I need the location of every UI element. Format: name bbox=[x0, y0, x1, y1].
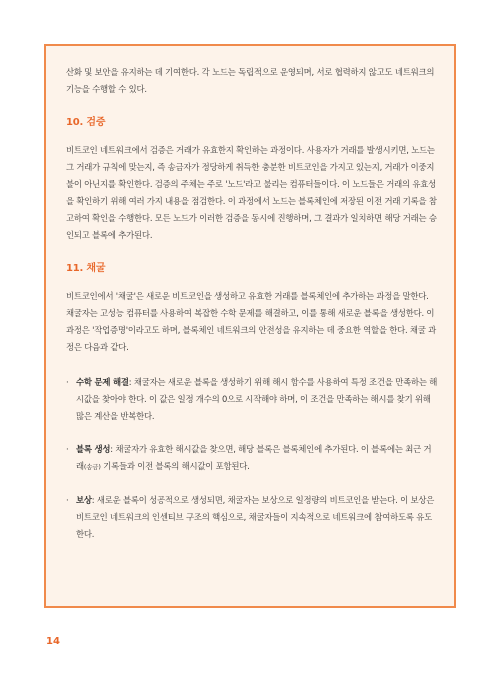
bullet-text: : 채굴자는 새로운 블록을 생성하기 위해 해시 함수를 사용하여 특정 조건을 만족하는 해시값을 찾아야 한다. 이 값은 일정 개수의 0으로 시작해야 하며, 이 조건을 만족하는 해시를 찾기 위해 많은 계산을 반복한다. bbox=[76, 377, 438, 421]
bullet-term: 블록 생성 bbox=[76, 444, 111, 454]
bullet-text: : 채굴자가 유효한 해시값을 찾으면, 해당 블록은 블록체인에 추가된다. 이 블록에는 최근 거래 bbox=[76, 444, 432, 471]
bullet-dot-icon: · bbox=[66, 444, 69, 454]
page-number: 14 bbox=[46, 636, 60, 647]
bullet-text: : 새로운 블록이 성공적으로 생성되면, 채굴자는 보상으로 일정량의 비트코인을 받는다. 이 보상은 비트코인 네트워크의 인센티브 구조의 핵심으로, 채굴자들이 지속적으로 네트워크에 참여하도록 유도한다. bbox=[76, 495, 435, 539]
list-item bbox=[66, 441, 438, 476]
bullet-term: 수학 문제 해결 bbox=[76, 377, 129, 387]
bullet-dot-icon: · bbox=[66, 377, 69, 387]
list-item bbox=[66, 374, 438, 425]
section-11-paragraph: 비트코인에서 '채굴'은 새로운 비트코인을 생성하고 유효한 거래를 블록체인에 추가하는 과정을 말한다. 채굴자는 고성능 컴퓨터를 사용하여 복잡한 수학 문제를 해결하고, 이를 통해 새로운 블록을 생성한다. 이 과정은 '작업증명'이라고도 하며, 블록체인 네트워크의 안전성을 유지하는 데 중요한 역할을 한다. 채굴 과정은 다음과 같다. bbox=[66, 291, 437, 352]
list-item bbox=[66, 492, 438, 543]
section-10-heading: 10. 검증 bbox=[66, 117, 106, 128]
bullet-term: 보상 bbox=[76, 495, 92, 505]
page-content bbox=[66, 64, 438, 543]
bullet-text: 기록들과 이전 블록의 해시값이 포함된다. bbox=[100, 461, 250, 471]
bullet-note: (송금) bbox=[83, 463, 101, 471]
section-10-paragraph: 비트코인 네트워크에서 검증은 거래가 유효한지 확인하는 과정이다. 사용자가 거래를 발생시키면, 노드는 그 거래가 규칙에 맞는지, 즉 송금자가 정당하게 취득한 충분한 비트코인을 가지고 있는지, 거래가 이중지불이 아닌지를 확인한다. 검증의 주체는 주로 '노드'라고 불리는 컴퓨터들이다. 이 노드들은 거래의 유효성을 확인하기 위해 여러 가지 내용을 점검한다. 이 과정에서 노드는 블록체인에 저장된 이전 거래 기록을 참고하여 확인을 수행한다. 모든 노드가 이러한 검증을 동시에 진행하며, 그 결과가 일치하면 해당 거래는 승인되고 블록에 추가된다. bbox=[66, 145, 437, 240]
bullet-dot-icon: · bbox=[66, 495, 69, 505]
intro-paragraph: 산화 및 보안을 유지하는 데 기여한다. 각 노드는 독립적으로 운영되며, 서로 협력하지 않고도 네트워크의 기능을 수행할 수 있다. bbox=[66, 67, 435, 94]
section-11-heading: 11. 채굴 bbox=[66, 263, 106, 274]
mining-steps-list bbox=[66, 374, 438, 543]
